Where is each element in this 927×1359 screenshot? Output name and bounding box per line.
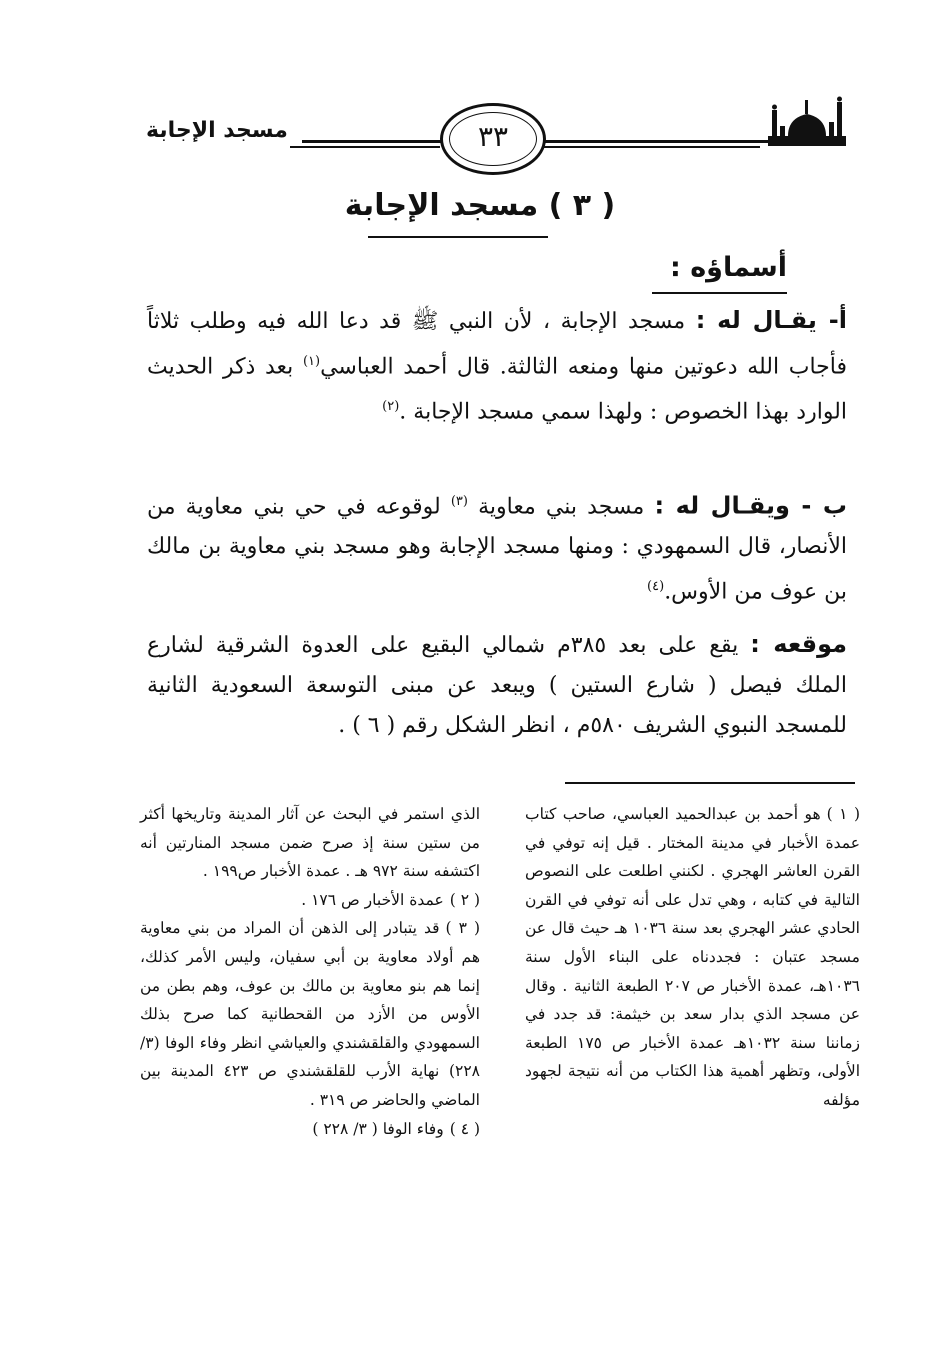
mosque-icon — [768, 92, 846, 150]
footnote-number: ( ٤ ) — [449, 1119, 480, 1138]
paragraph-text: بعد ذكر الحديث الوارد بهذا الخصوص : ولهذا سمي مسجد الإجابة . — [147, 354, 847, 425]
footnote-separator — [565, 782, 855, 784]
footnote-4 — [140, 1115, 480, 1144]
footnote-ref[interactable]: (٤) — [647, 579, 665, 595]
section-heading: أسماؤه : — [670, 252, 787, 283]
footnote-ref[interactable]: (٣) — [450, 494, 468, 509]
footnote-ref[interactable]: (٢) — [382, 399, 400, 415]
paragraph-text: يقع على بعد ٣٨٥م شمالي البقيع على العدوة الشرقية لشارع الملك فيصل ( شارع الستين ) ويبعد عن مبنى التوسعة السعودية الثانية للمسجد النبوي الشريف ٥٨٠م ، انظر الشكل رقم ( ٦ ) . — [147, 633, 847, 738]
paragraph-lead: أ- يقـال له : — [695, 306, 847, 334]
paragraph-location — [147, 624, 847, 746]
paragraph-text: مسجد الإجابة ، لأن النبي ﷺ قد دعا الله فيه وطلب ثلاثاً فأجاب الله دعوتين منها ومنعه الثالثة. قال أحمد العباسي — [147, 309, 847, 380]
footnote-text: قد يتبادر إلى الذهن أن المراد من بني معاوية هم أولاد معاوية بن أبي سفيان، وليس الأمر كذلك، إنما هم بنو معاوية بن مالك بن عوف، وهم بطن من الأوس من الأزد من القحطانية كما صرح بذلك السمهودي والقلقشندي والعياشي انظر وفاء الوفا (٣/ ٢٢٨) نهاية الأرب للقلقشندي ص ٤٢٣ المدينة بين الماضي والحاضر ص ٣١٩ . — [140, 919, 481, 1109]
section-underline — [652, 292, 787, 294]
footnote-text: عمدة الأخبار ص ١٧٦ . — [301, 890, 444, 909]
footnote-number: ( ٣ ) — [445, 919, 480, 938]
footnote-number: ( ١ ) — [826, 805, 860, 823]
paragraph-names-b — [147, 482, 847, 613]
page-number: ٣٣ — [440, 103, 546, 175]
footnote-text: هو أحمد بن عبدالحميد العباسي، صاحب كتاب عمدة الأخبار في مدينة المختار . قيل إنه توفي في القرن العاشر الهجري . لكنني اطلعت على النصوص التالية في كتابه ، وهي تدل على أنه توفي في القرن الحادي عشر الهجري بعد سنة ١٠٣٦ هـ حيث قال عن مسجد عتبان : فجددناه على البناء الأول سنة ١٠٣٦هـ، عمدة الأخبار ص ٢٠٧ الطبعة الثانية . وقال عن مسجد الذي بدار سعد بن خيثمة: قد جدد في زماننا سنة ١٠٣٢هـ عمدة الأخبار ص ١٧٥ الطبعة الأولى، وتظهر أهمية هذا الكتاب من أنه نتيجة لجهود مؤلفه — [525, 805, 860, 1109]
footnote-2 — [140, 886, 480, 915]
paragraph-text: لوقوعه في حي بني معاوية من الأنصار، قال السمهودي : ومنها مسجد الإجابة وهو مسجد بني معاوية بن مالك بن عوف من الأوس. — [147, 494, 847, 605]
header-rule-inner-right — [540, 146, 760, 148]
paragraph-lead: ب - ويقـال له : — [654, 491, 847, 520]
footnotes-column-right — [525, 800, 860, 1115]
footnote-ref[interactable]: (١) — [302, 354, 321, 369]
footnote-1-continued: الذي استمر في البحث عن آثار المدينة وتاريخها أكثر من ستين سنة إذ صرح ضمن مسجد المنارتين أنه اكتشفه سنة ٩٧٢ هـ . عمدة الأخبار ص١٩٩ . — [140, 805, 480, 881]
chapter-underline — [368, 236, 548, 238]
footnote-3 — [140, 914, 480, 1114]
footnote-number: ( ٢ ) — [449, 890, 480, 909]
header-rule-inner-left — [290, 146, 440, 148]
paragraph-text: مسجد بني معاوية — [467, 494, 655, 520]
running-title: مسجد الإجابة — [140, 118, 302, 143]
paragraph-names-a — [147, 300, 847, 433]
footnote-1 — [525, 800, 860, 1115]
chapter-title: ( ٣ ) مسجد الإجابة — [344, 188, 616, 223]
footnote-text: وفاء الوفا ( ٣/ ٢٢٨ ) — [312, 1119, 444, 1138]
footnotes-column-left — [140, 800, 480, 1143]
paragraph-lead: موقعه : — [750, 630, 847, 658]
